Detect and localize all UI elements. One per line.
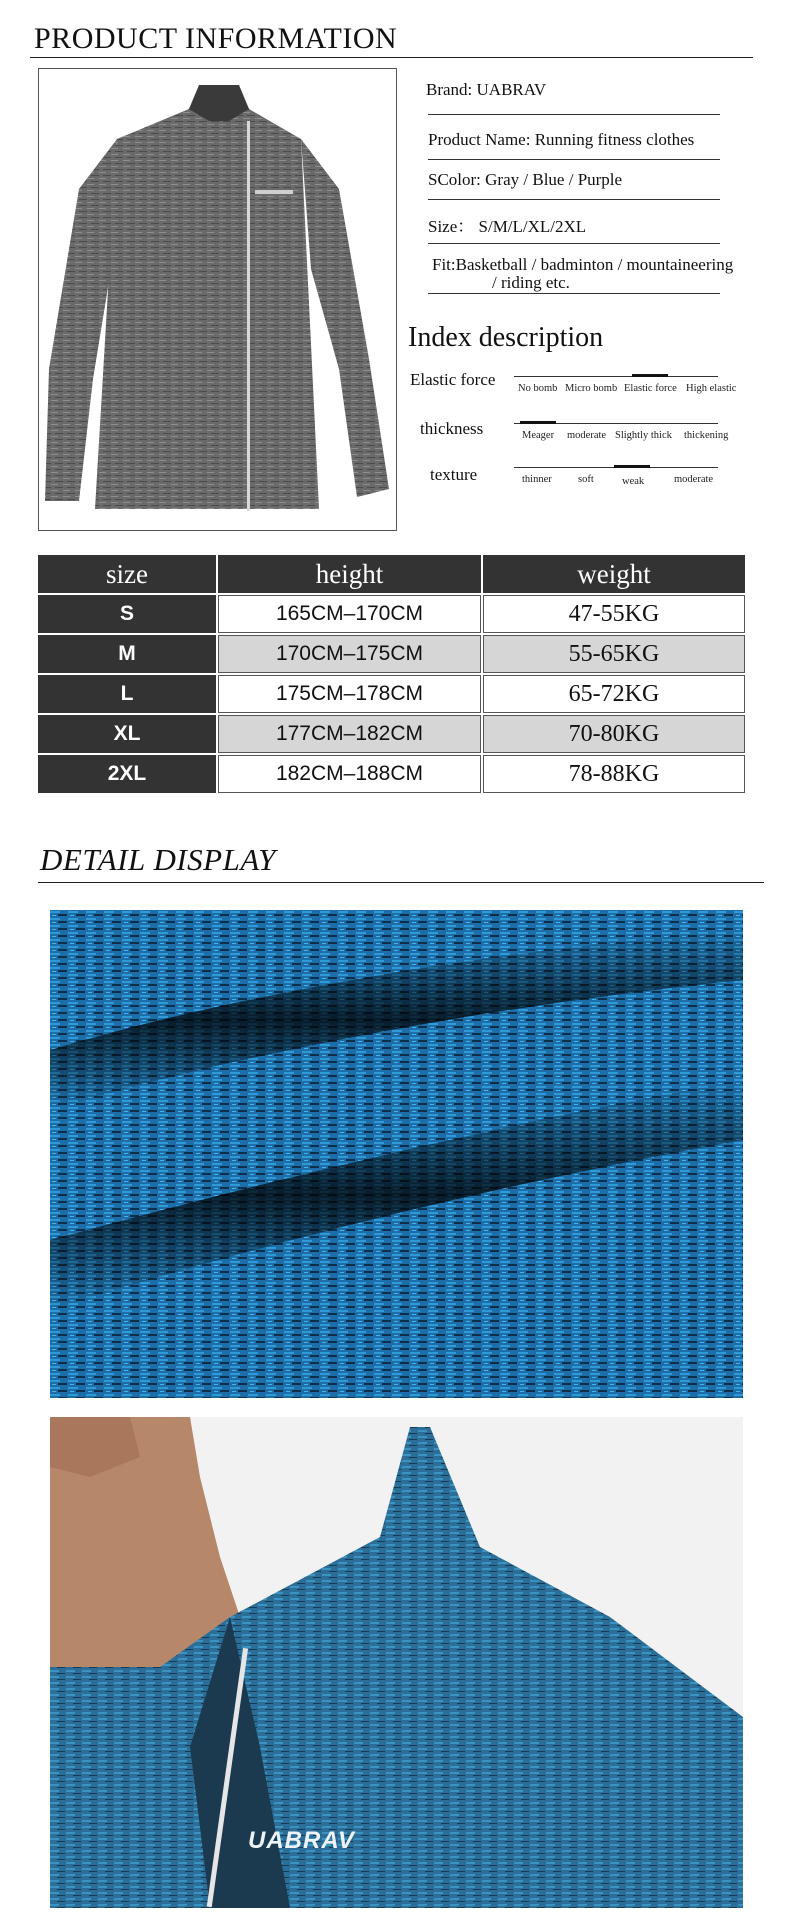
size-cell: L xyxy=(38,675,216,713)
index-option: thickening xyxy=(684,430,729,441)
index-option: Slightly thick xyxy=(615,430,672,441)
size-list-text: Size： S/M/L/XL/2XL xyxy=(428,217,587,236)
fabric-closeup-photo xyxy=(50,910,743,1398)
index-selected-marker xyxy=(632,374,668,377)
size-cell: S xyxy=(38,595,216,633)
title-divider xyxy=(30,57,753,58)
size-cell: XL xyxy=(38,715,216,753)
weight-cell: 70-80KG xyxy=(483,715,745,753)
info-divider xyxy=(428,243,720,244)
blue-fabric-illustration xyxy=(50,910,743,1398)
height-cell: 165CM–170CM xyxy=(218,595,481,633)
fit-text-line2: / riding etc. xyxy=(492,273,570,292)
product-photo-gray-jacket xyxy=(38,68,397,531)
index-label-thickness: thickness xyxy=(420,419,484,438)
info-divider xyxy=(428,159,720,160)
size-chart-table xyxy=(36,553,747,795)
model-collar-closeup-photo xyxy=(50,1417,743,1908)
color-text: SColor: Gray / Blue / Purple xyxy=(428,170,623,189)
size-cell: M xyxy=(38,635,216,673)
index-label-elastic: Elastic force xyxy=(410,370,496,389)
index-option: High elastic xyxy=(686,383,737,394)
height-cell: 177CM–182CM xyxy=(218,715,481,753)
index-scale-line xyxy=(514,376,718,377)
index-option: thinner xyxy=(522,474,552,485)
table-header-size: size xyxy=(38,555,216,593)
section-title-detail-display: DETAIL DISPLAY xyxy=(40,842,276,877)
height-cell: 175CM–178CM xyxy=(218,675,481,713)
section-title-product-information: PRODUCT INFORMATION xyxy=(34,22,398,55)
height-cell: 170CM–175CM xyxy=(218,635,481,673)
size-cell: 2XL xyxy=(38,755,216,793)
height-cell: 182CM–188CM xyxy=(218,755,481,793)
index-option: Elastic force xyxy=(624,383,677,394)
gray-jacket-illustration xyxy=(39,69,397,531)
jacket-logo-text: UABRAV xyxy=(248,1827,355,1854)
index-option: No bomb xyxy=(518,383,558,394)
brand-text: Brand: UABRAV xyxy=(426,80,547,99)
table-header-height: height xyxy=(218,555,481,593)
table-header-row xyxy=(38,555,745,593)
table-row xyxy=(38,675,745,713)
fit-text-line1: Fit:Basketball / badminton / mountaineering xyxy=(432,255,734,274)
index-label-texture: texture xyxy=(430,465,478,484)
weight-cell: 65-72KG xyxy=(483,675,745,713)
index-selected-marker xyxy=(614,465,650,468)
table-header-weight: weight xyxy=(483,555,745,593)
table-row xyxy=(38,755,745,793)
index-option: weak xyxy=(622,476,645,487)
model-jacket-illustration xyxy=(50,1417,743,1908)
info-divider xyxy=(428,199,720,200)
index-option: moderate xyxy=(674,474,714,485)
product-name-text: Product Name: Running fitness clothes xyxy=(428,130,695,149)
info-divider xyxy=(428,293,720,294)
weight-cell: 47-55KG xyxy=(483,595,745,633)
weight-cell: 78-88KG xyxy=(483,755,745,793)
table-row xyxy=(38,635,745,673)
detail-divider xyxy=(38,882,764,883)
index-option: moderate xyxy=(567,430,607,441)
weight-cell: 55-65KG xyxy=(483,635,745,673)
index-option: soft xyxy=(578,474,594,485)
index-description-title: Index description xyxy=(408,322,604,353)
table-row xyxy=(38,595,745,633)
info-divider xyxy=(428,114,720,115)
index-option: Meager xyxy=(522,430,555,441)
index-option: Micro bomb xyxy=(565,383,618,394)
table-row xyxy=(38,715,745,753)
index-selected-marker xyxy=(520,421,556,424)
